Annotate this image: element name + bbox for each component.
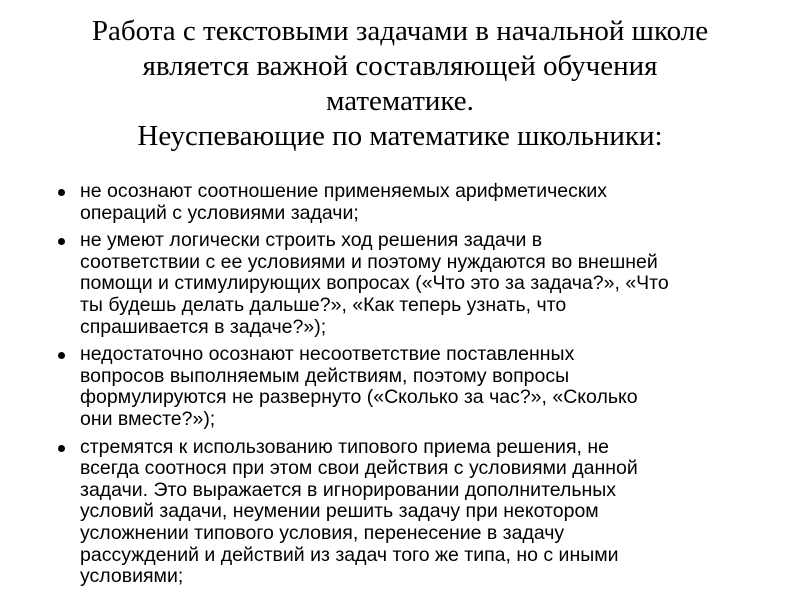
bullet-item — [58, 230, 738, 338]
title-line: Неуспевающие по математике школьники: — [137, 120, 663, 152]
title-line: является важной составляющей обучения — [142, 50, 658, 82]
bullet-line: недостаточно осознают несоответствие поставленных — [80, 343, 575, 366]
bullet-line: соответствии с ее условиями и поэтому нуждаются во внешней — [80, 250, 658, 273]
title-line: Работа с текстовыми задачами в начальной школе — [91, 15, 709, 47]
bullet-line: операций с условиями задачи; — [80, 201, 359, 224]
bullet-dot-icon — [58, 189, 65, 196]
bullet-line: спрашивается в задаче?»); — [80, 315, 327, 338]
bullet-line: ты будешь делать дальше?», «Как теперь узнать, что — [80, 293, 567, 316]
bullet-line: условий задачи, неумении решить задачу при некотором — [80, 500, 599, 523]
bullet-line: вопросов выполняемым действиям, поэтому вопросы — [80, 364, 570, 387]
bullet-dot-icon — [58, 352, 65, 359]
slide-title — [40, 14, 760, 154]
bullet-line: стремятся к использованию типового приема решения, не — [80, 435, 609, 458]
bullet-item — [58, 181, 738, 224]
bullet-line: усложнении типового условия, перенесение в задачу — [80, 521, 565, 544]
title-line: математике. — [326, 85, 474, 117]
bullet-line: рассуждений и действий из задач того же типа, но с иными — [80, 543, 619, 566]
bullet-line: помощи и стимулирующих вопросах («Что это за задача?», «Что — [80, 272, 669, 295]
bullet-line: всегда соотнося при этом свои действия с условиями данной — [80, 457, 638, 480]
bullet-line: формулируются не развернуто («Сколько за час?», «Сколько — [80, 386, 638, 409]
bullet-dot-icon — [58, 445, 65, 452]
bullet-line: задачи. Это выражается в игнорировании дополнительных — [80, 478, 617, 501]
bullet-line: условиями; — [80, 565, 184, 588]
bullet-item — [58, 344, 738, 430]
bullet-line: не умеют логически строить ход решения задачи в — [80, 229, 543, 252]
bullet-dot-icon — [58, 238, 65, 245]
bullet-item — [58, 437, 738, 588]
bullet-line: они вместе?»); — [80, 407, 216, 430]
bullet-line: не осознают соотношение применяемых арифметических — [80, 180, 608, 202]
bullet-list — [58, 181, 738, 594]
